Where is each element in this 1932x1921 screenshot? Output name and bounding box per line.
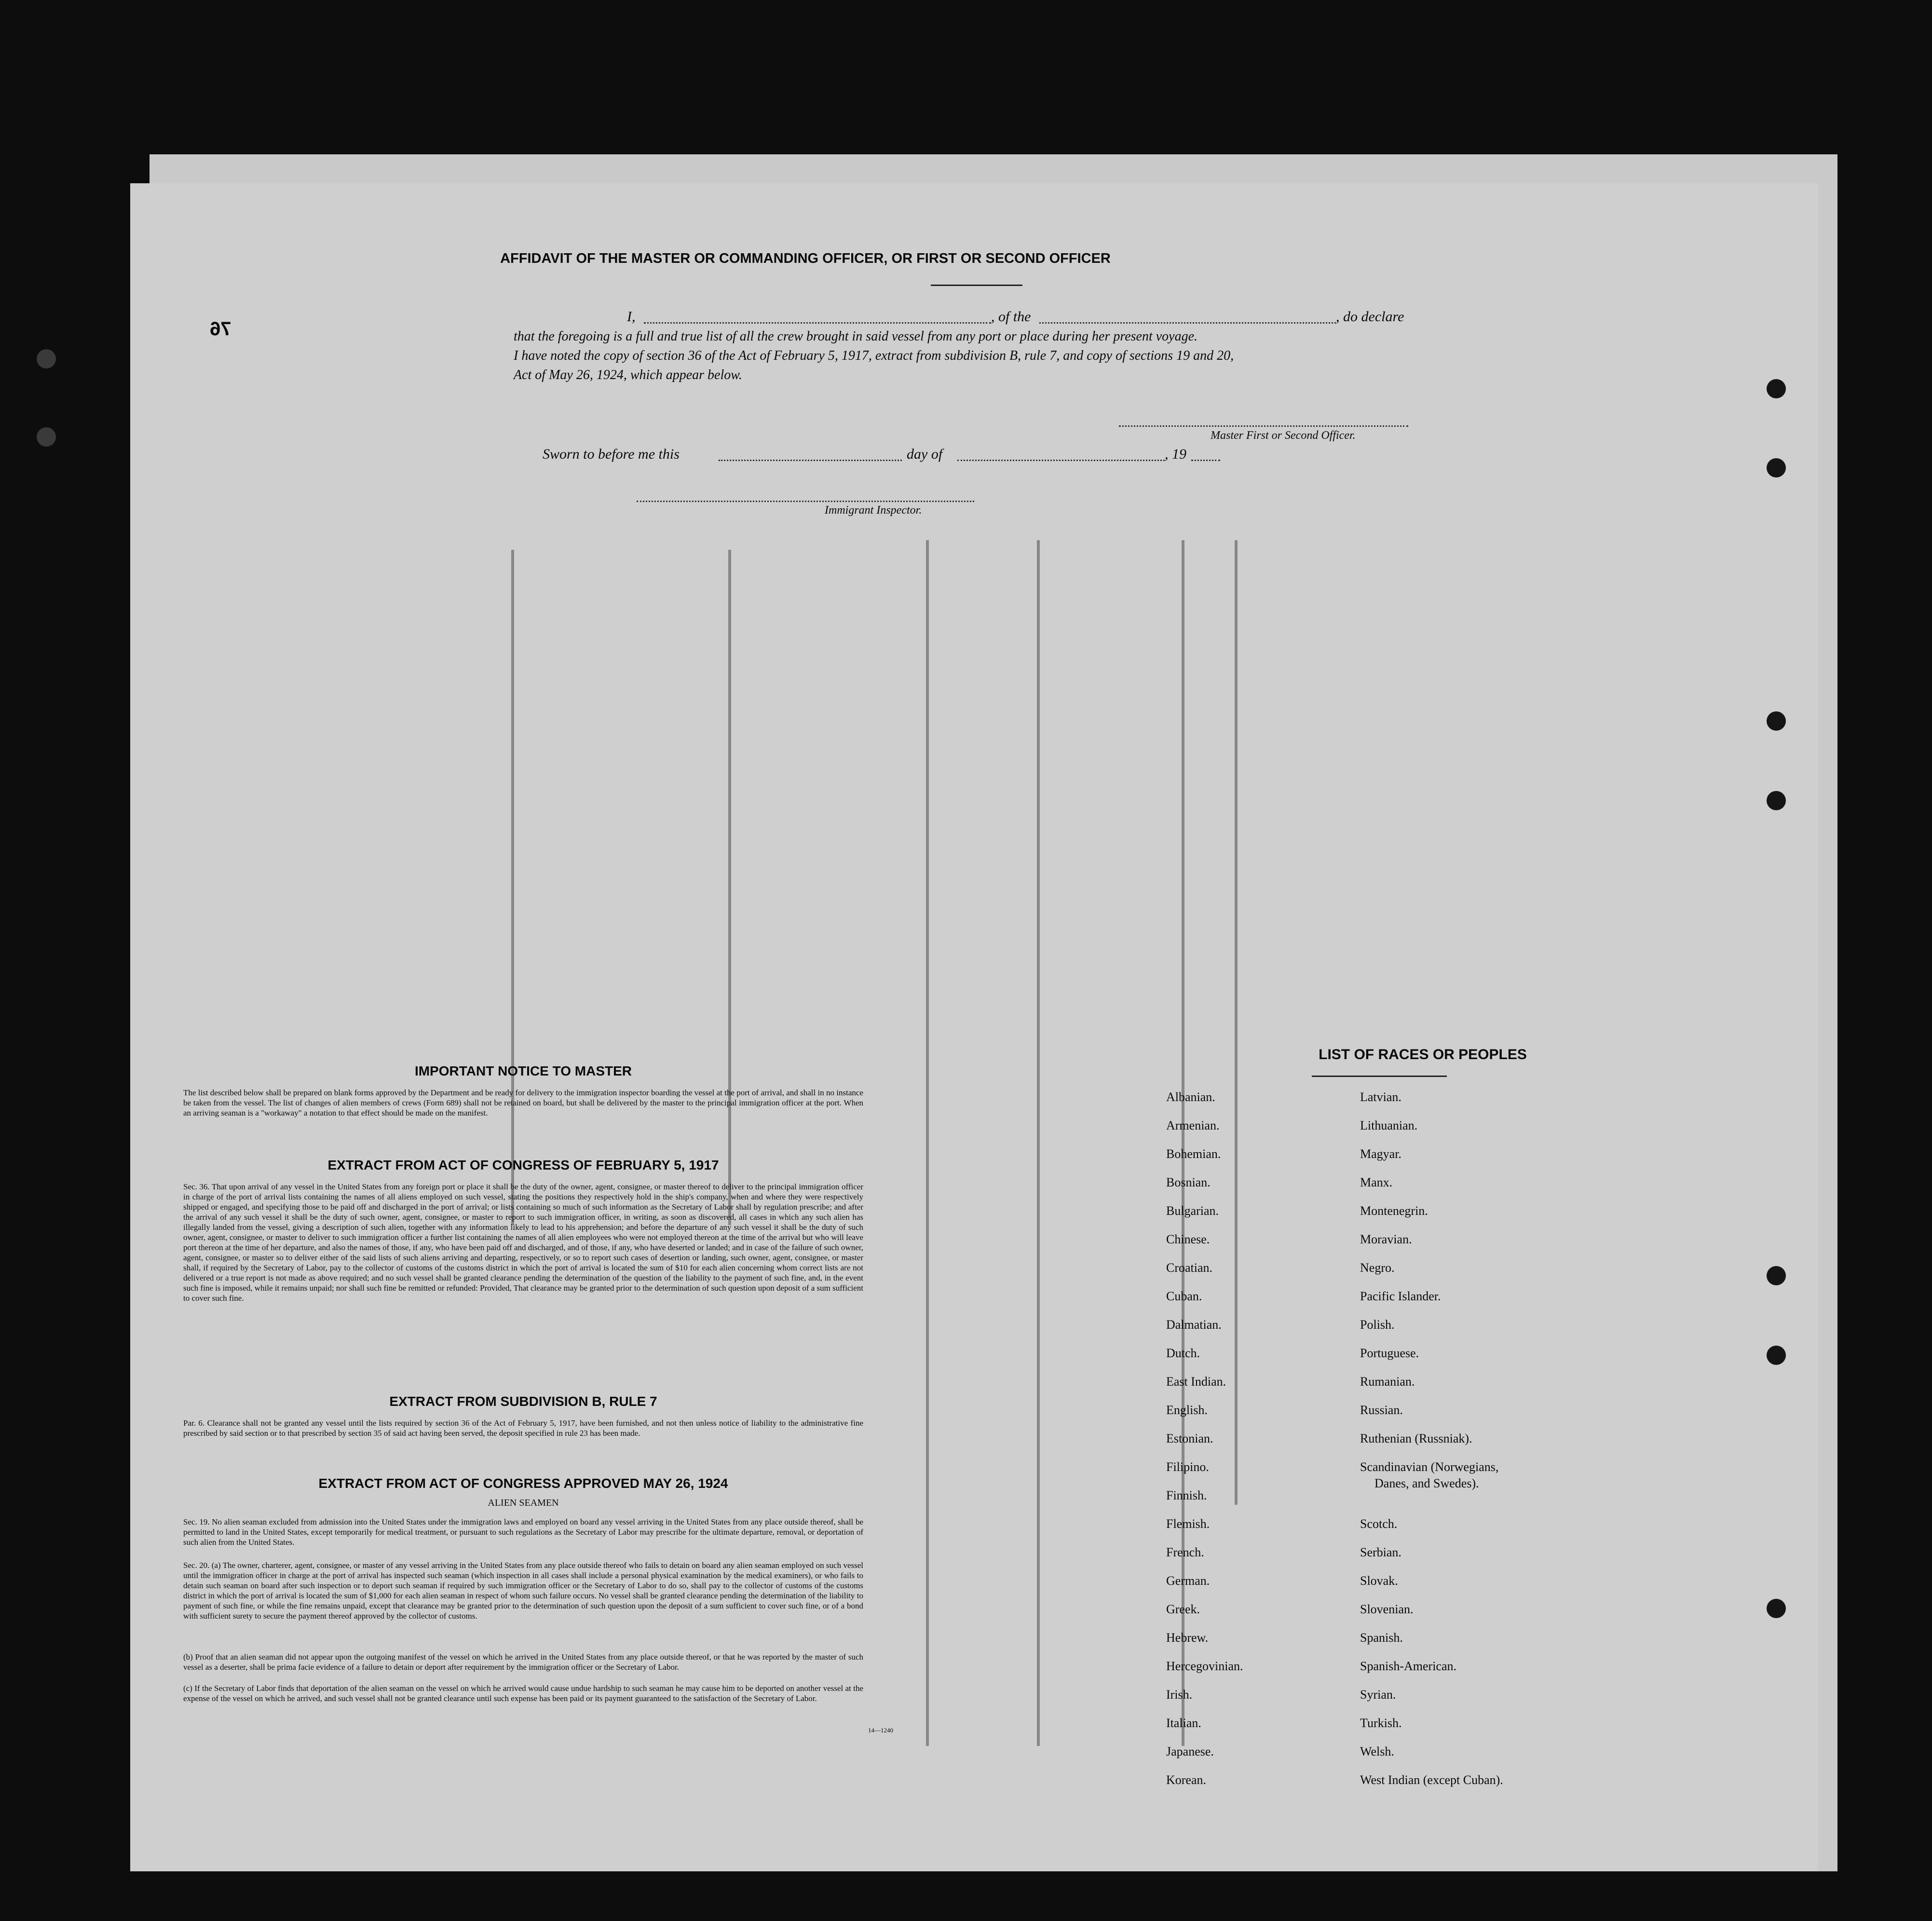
race-item: Danes, and Swedes).	[1374, 1476, 1479, 1490]
race-item: Hebrew.	[1166, 1631, 1209, 1645]
race-item: Slovenian.	[1360, 1602, 1414, 1616]
race-item: Moravian.	[1360, 1232, 1412, 1246]
binder-hole	[1767, 711, 1786, 731]
binder-hole	[1767, 458, 1786, 477]
race-item: Cuban.	[1166, 1289, 1202, 1303]
bleed-through-column-line	[1235, 540, 1238, 1505]
race-item: Polish.	[1360, 1318, 1395, 1332]
sec19-body: Sec. 19. No alien seaman excluded from admission into the United States under the immigration laws and employed on board any vessel arriving in the United States from any place outside thereof, shall be permitted to land in the United States, except temporarily for medical treatment, or pursuant to such regulations as the Secretary of Labor may prescribe for the ultimate departure, removal, or deportation of such alien from the United States.	[183, 1517, 863, 1547]
race-item: Japanese.	[1166, 1744, 1214, 1758]
race-item: Bulgarian.	[1166, 1204, 1219, 1218]
race-item: Scotch.	[1360, 1517, 1398, 1531]
race-item: Chinese.	[1166, 1232, 1210, 1246]
affidavit-line-of: , of the	[991, 309, 1031, 325]
race-item: Dutch.	[1166, 1346, 1200, 1360]
race-item: Spanish-American.	[1360, 1659, 1457, 1673]
affidavit-line-3: I have noted the copy of section 36 of the Act of February 5, 1917, extract from subdivision B, rule 7, and copy of sections 19 and 20,	[514, 348, 1234, 363]
extract-1917-title: EXTRACT FROM ACT OF CONGRESS OF FEBRUARY 5, 1917	[327, 1158, 719, 1172]
race-item: English.	[1166, 1403, 1208, 1417]
notice-body: The list described below shall be prepared on blank forms approved by the Department and be ready for delivery to the immigration inspector boarding the vessel at the port of arrival, and shall in no instance be taken from the vessel. The list of changes of alien members of crews (Form 689) shall not be retained on board, but shall be delivered by the master to the principal immigration officer at the port. When an arriving seaman is a "workaway" a notation to that effect should be made on the manifest.	[183, 1088, 863, 1117]
bleed-through-column-line	[728, 550, 731, 1225]
binder-hole	[1767, 791, 1786, 810]
race-item: Bohemian.	[1166, 1147, 1221, 1161]
inspector-label: Immigrant Inspector.	[825, 504, 922, 517]
sworn-day-blank[interactable]	[719, 460, 902, 461]
binder-hole	[37, 427, 56, 447]
extract-1924-subtitle: ALIEN SEAMEN	[488, 1498, 559, 1508]
bleed-through-column-line	[511, 550, 514, 1225]
race-item: Latvian.	[1360, 1090, 1401, 1104]
race-item: Slovak.	[1360, 1574, 1398, 1588]
affidavit-line-4: Act of May 26, 1924, which appear below.	[514, 368, 742, 382]
binder-hole	[37, 349, 56, 368]
race-item: Spanish.	[1360, 1631, 1403, 1645]
extract-1917-body: Sec. 36. That upon arrival of any vessel in the United States from any foreign port or place it shall be the duty of the owner, agent, consignee, or master thereof to deliver to the principal immigration officer in charge of the port of arrival lists containing the names of all aliens employed on such vessel, stating the positions they respectively hold in the ship's company, when and where they were respectively shipped or engaged, and specifying those to be paid off and discharged in the port of arrival; or lists containing so much of such information as the Secretary of Labor shall by regulation prescribe; and after the arrival of any such vessel it shall be the duty of such owner, agent, consignee, or master to report to such immigration officer, in writing, as soon as discovered, all cases in which any such alien has illegally landed from the vessel, giving a description of such alien, together with any information likely to lead to his apprehension; and before the departure of any such vessel it shall be the duty of such owner, agent, consignee, or master to deliver to such immigration officer a further list containing the names of all alien employees who were not employed thereon at the time of the arrival but who will leave port thereon at the time of her departure, and also the names of those, if any, who have been paid off and discharged, and of those, if any, who have deserted or landed; and in case of the failure of such owner, agent, consignee, or master so to deliver either of the said lists of such aliens arriving and departing, respectively, or so to report such cases of desertion or landing, such owner, agent, consignee, or master shall, if required by the Secretary of Labor, pay to the collector of customs of the customs district in which the port of arrival is located the sum of $10 for each alien concerning whom correct lists are not delivered or a true report is not made as above required; and no such vessel shall be granted clearance pending the determination of the question of the liability to the payment of such fine, and, in the event such fine is imposed, while it remains unpaid; nor shall such fine be remitted or refunded: Provided, That clearance may be granted prior to the determination of such question upon deposit of a sum sufficient to cover such fine.	[183, 1182, 864, 1303]
race-item: Serbian.	[1360, 1545, 1401, 1559]
form-number: 14—1240	[868, 1727, 893, 1734]
title-underline	[931, 285, 1022, 286]
race-item: Scandinavian (Norwegians,	[1360, 1460, 1499, 1474]
sworn-month-blank[interactable]	[957, 460, 1165, 461]
sec20-body: Sec. 20. (a) The owner, charterer, agent, consignee, or master of any vessel arriving in the United States from any place outside thereof who fails to detain on board any alien seaman employed on such vessel until the immigration officer in charge at the port of arrival has inspected such seaman (which inspection in all cases shall include a personal physical examination by the medical examiners), or who fails to detain such seaman on board after such inspection or to deport such seaman if required by such immigration officer or the Secretary of Labor to do so, shall pay to the collector of customs of the customs district in which the port of arrival is located the sum of $1,000 for each alien seaman in respect of whom such failure occurs. No vessel shall be granted clearance pending the determination of the liability to payment of such fine, or while the fine remains unpaid, except that clearance may be granted prior to the determination of such question upon the deposit of a sum sufficient to cover such fine, or of a bond with sufficient surety to secure the payment thereof approved by the collector of customs.	[183, 1561, 863, 1621]
race-item: Ruthenian (Russniak).	[1360, 1431, 1472, 1445]
race-item: Flemish.	[1166, 1517, 1210, 1531]
race-item: German.	[1166, 1574, 1210, 1588]
stamp-number: 76	[210, 318, 231, 340]
race-item: Pacific Islander.	[1360, 1289, 1441, 1303]
binder-hole	[1767, 379, 1786, 398]
race-item: Albanian.	[1166, 1090, 1215, 1104]
sworn-year-blank[interactable]	[1191, 460, 1220, 461]
master-signature-line[interactable]	[1119, 425, 1408, 427]
extract-rule7-body: Par. 6. Clearance shall not be granted any vessel until the lists required by section 36 of the Act of February 5, 1917, have been furnished, and not then unless notice of liability to the administrative fine prescribed by said section or to that prescribed by section 35 of said act having been served, the deposit specified in rule 23 has been made.	[183, 1418, 863, 1438]
races-underline	[1312, 1076, 1447, 1077]
race-item: Croatian.	[1166, 1261, 1213, 1275]
race-item: Rumanian.	[1360, 1375, 1415, 1389]
sec20b-body: (b) Proof that an alien seaman did not appear upon the outgoing manifest of the vessel on which he arrived in the United States from any place outside thereof, or that he was reported by the master of such vessel as a deserter, shall be prima facie evidence of a failure to detain or deport after requirement by the immigration officer or the Secretary of Labor.	[183, 1652, 863, 1672]
race-item: West Indian (except Cuban).	[1360, 1773, 1503, 1787]
race-item: Greek.	[1166, 1602, 1200, 1616]
binder-hole	[1767, 1266, 1786, 1285]
bleed-through-column-line	[1037, 540, 1040, 1746]
master-label: Master First or Second Officer.	[1211, 429, 1356, 442]
extract-rule7-title: EXTRACT FROM SUBDIVISION B, RULE 7	[389, 1394, 657, 1409]
race-item: Italian.	[1166, 1716, 1201, 1730]
inspector-signature-line[interactable]	[637, 501, 974, 502]
races-title: LIST OF RACES OR PEOPLES	[1319, 1047, 1527, 1063]
extract-1924-title: EXTRACT FROM ACT OF CONGRESS APPROVED MAY 26, 1924	[318, 1476, 728, 1491]
race-item: Dalmatian.	[1166, 1318, 1222, 1332]
race-item: Syrian.	[1360, 1688, 1396, 1702]
bleed-through-column-line	[1182, 540, 1184, 1746]
race-item: Irish.	[1166, 1688, 1193, 1702]
race-item: Korean.	[1166, 1773, 1207, 1787]
race-item: Estonian.	[1166, 1431, 1213, 1445]
race-item: Portuguese.	[1360, 1346, 1419, 1360]
race-item: Negro.	[1360, 1261, 1395, 1275]
race-item: Magyar.	[1360, 1147, 1401, 1161]
race-item: East Indian.	[1166, 1375, 1226, 1389]
affidavit-line-i: I,	[627, 309, 636, 325]
binder-hole	[1767, 1599, 1786, 1618]
race-item: Hercegovinian.	[1166, 1659, 1243, 1673]
sworn-label: Sworn to before me this	[543, 446, 680, 462]
affidavit-line-declare: , do declare	[1336, 309, 1404, 325]
race-item: Filipino.	[1166, 1460, 1209, 1474]
affidavit-page	[130, 183, 1818, 1871]
race-item: Manx.	[1360, 1175, 1393, 1189]
bleed-through-column-line	[926, 540, 929, 1746]
race-item: Armenian.	[1166, 1118, 1220, 1132]
notice-title: IMPORTANT NOTICE TO MASTER	[414, 1063, 632, 1078]
race-item: Bosnian.	[1166, 1175, 1211, 1189]
race-item: Welsh.	[1360, 1744, 1394, 1758]
name-blank[interactable]	[644, 322, 991, 324]
vessel-blank[interactable]	[1039, 322, 1336, 324]
race-item: Montenegrin.	[1360, 1204, 1428, 1218]
race-item: Russian.	[1360, 1403, 1403, 1417]
affidavit-title: AFFIDAVIT OF THE MASTER OR COMMANDING OFFICER, OR FIRST OR SECOND OFFICER	[500, 251, 1111, 266]
race-item: French.	[1166, 1545, 1204, 1559]
race-item: Turkish.	[1360, 1716, 1402, 1730]
race-item: Lithuanian.	[1360, 1118, 1418, 1132]
day-of-label: day of	[907, 446, 943, 462]
sec20c-body: (c) If the Secretary of Labor finds that deportation of the alien seaman on the vessel on which he arrived would cause undue hardship to such seaman he may cause him to be deported on another vessel at the expense of the vessel on which he arrived, and such vessel shall not be granted clearance until such expense has been paid or its payment guaranteed to the satisfaction of the Secretary of Labor.	[183, 1684, 863, 1703]
binder-hole	[1767, 1346, 1786, 1365]
year-label: , 19	[1165, 446, 1186, 462]
race-item: Finnish.	[1166, 1488, 1207, 1502]
affidavit-line-2: that the foregoing is a full and true list of all the crew brought in said vessel from any port or place during her present voyage.	[514, 329, 1198, 344]
